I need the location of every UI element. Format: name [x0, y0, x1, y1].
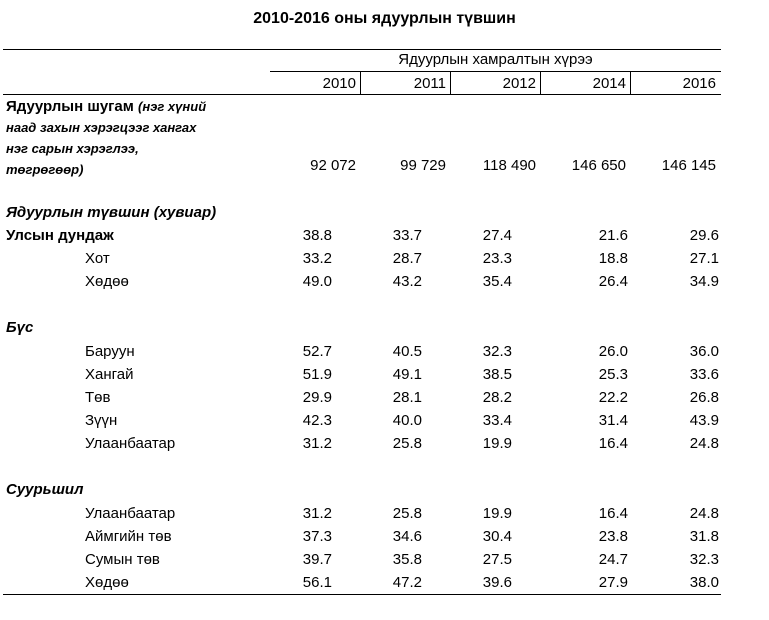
- table-cell: 38.0: [689, 574, 719, 591]
- row-label: Улаанбаатар: [85, 505, 176, 522]
- table-cell: 43.2: [392, 273, 422, 290]
- poverty-line-note: наад захын хэрэгцээг хангах: [6, 120, 197, 135]
- table-cell: 39.6: [482, 574, 512, 591]
- poverty-line-value: 146 145: [661, 157, 716, 174]
- table-cell: 37.3: [302, 528, 332, 545]
- table-cell: 38.8: [302, 227, 332, 244]
- year-header: 2011: [413, 75, 446, 92]
- top-rule: [3, 49, 721, 50]
- table-cell: 33.4: [482, 412, 512, 429]
- table-cell: 16.4: [598, 505, 628, 522]
- table-cell: 32.3: [689, 551, 719, 568]
- table-cell: 27.9: [598, 574, 628, 591]
- row-label: Улаанбаатар: [85, 435, 176, 452]
- row-label: Баруун: [85, 343, 135, 360]
- table-cell: 31.2: [302, 435, 332, 452]
- table-cell: 18.8: [598, 250, 628, 267]
- table-cell: 24.8: [689, 435, 719, 452]
- row-label: Төв: [85, 389, 111, 406]
- table-cell: 28.1: [392, 389, 422, 406]
- table-title: 2010-2016 оны ядуурлын түвшин: [253, 10, 516, 27]
- row-label: Сумын төв: [85, 551, 160, 568]
- coverage-header: Ядуурлын хамралтын хүрээ: [398, 51, 593, 68]
- table-cell: 33.2: [302, 250, 332, 267]
- table-cell: 25.8: [392, 435, 422, 452]
- table-cell: 29.9: [302, 389, 332, 406]
- year-header: 2016: [682, 75, 716, 92]
- table-cell: 26.8: [689, 389, 719, 406]
- table-cell: 31.2: [302, 505, 332, 522]
- poverty-line-value: 118 490: [482, 157, 536, 174]
- table-cell: 38.5: [482, 366, 512, 383]
- table-cell: 47.2: [392, 574, 422, 591]
- poverty-line-note: төгрөгөөр): [6, 162, 84, 177]
- table-cell: 32.3: [482, 343, 512, 360]
- table-cell: 36.0: [689, 343, 719, 360]
- table-cell: 33.6: [689, 366, 719, 383]
- table-cell: 19.9: [482, 435, 512, 452]
- table-cell: 27.1: [689, 250, 719, 267]
- region-section-header: Бүс: [6, 319, 34, 336]
- header-bottom-rule: [3, 94, 721, 95]
- year-header: 2012: [502, 75, 536, 92]
- table-cell: 16.4: [598, 435, 628, 452]
- table-cell: 23.3: [482, 250, 512, 267]
- table-cell: 39.7: [302, 551, 332, 568]
- coverage-rule: [270, 71, 721, 72]
- row-label: Хот: [85, 250, 110, 267]
- rate-section-header: Ядуурлын түвшин (хувиар): [6, 204, 217, 221]
- table-cell: 26.0: [598, 343, 628, 360]
- table-cell: 31.4: [598, 412, 628, 429]
- year-header: 2014: [592, 75, 626, 92]
- poverty-line-value: 92 072: [310, 157, 356, 174]
- table-cell: 22.2: [598, 389, 628, 406]
- row-label: Зүүн: [85, 412, 118, 429]
- table-cell: 27.4: [482, 227, 512, 244]
- national-average-label: Улсын дундаж: [6, 227, 114, 244]
- table-cell: 52.7: [302, 343, 332, 360]
- table-cell: 28.2: [482, 389, 512, 406]
- year-header: 2010: [322, 75, 356, 92]
- table-cell: 51.9: [302, 366, 332, 383]
- poverty-line-value: 99 729: [400, 157, 446, 174]
- table-cell: 26.4: [598, 273, 628, 290]
- table-cell: 25.3: [598, 366, 628, 383]
- table-cell: 25.8: [392, 505, 422, 522]
- poverty-line-label: [6, 98, 206, 115]
- table-cell: 43.9: [689, 412, 719, 429]
- table-cell: 24.7: [598, 551, 628, 568]
- table-cell: 49.0: [302, 273, 332, 290]
- table-cell: 27.5: [482, 551, 512, 568]
- poverty-line-note: (нэг хүний: [138, 99, 207, 114]
- table-cell: 40.5: [392, 343, 422, 360]
- table-cell: 21.6: [598, 227, 628, 244]
- table-cell: 35.4: [482, 273, 512, 290]
- table-cell: 49.1: [392, 366, 422, 383]
- table-cell: 34.9: [689, 273, 719, 290]
- poverty-line-title: Ядуурлын шугам: [6, 98, 134, 115]
- row-label: Хангай: [85, 366, 134, 383]
- table-cell: 56.1: [302, 574, 332, 591]
- table-cell: 40.0: [392, 412, 422, 429]
- table-cell: 33.7: [392, 227, 422, 244]
- table-cell: 28.7: [392, 250, 422, 267]
- row-label: Аймгийн төв: [85, 528, 172, 545]
- table-cell: 19.9: [482, 505, 512, 522]
- poverty-line-note: нэг сарын хэрэглээ,: [6, 141, 139, 156]
- poverty-line-value: 146 650: [571, 157, 626, 174]
- table-cell: 34.6: [392, 528, 422, 545]
- table-cell: 31.8: [689, 528, 719, 545]
- row-label: Хөдөө: [85, 574, 129, 591]
- table-cell: 42.3: [302, 412, 332, 429]
- table-cell: 30.4: [482, 528, 512, 545]
- settlement-section-header: Суурьшил: [6, 481, 84, 498]
- row-label: Хөдөө: [85, 273, 129, 290]
- table-cell: 23.8: [598, 528, 628, 545]
- table-bottom-rule: [3, 594, 721, 595]
- table-cell: 29.6: [689, 227, 719, 244]
- table-cell: 24.8: [689, 505, 719, 522]
- table-cell: 35.8: [392, 551, 422, 568]
